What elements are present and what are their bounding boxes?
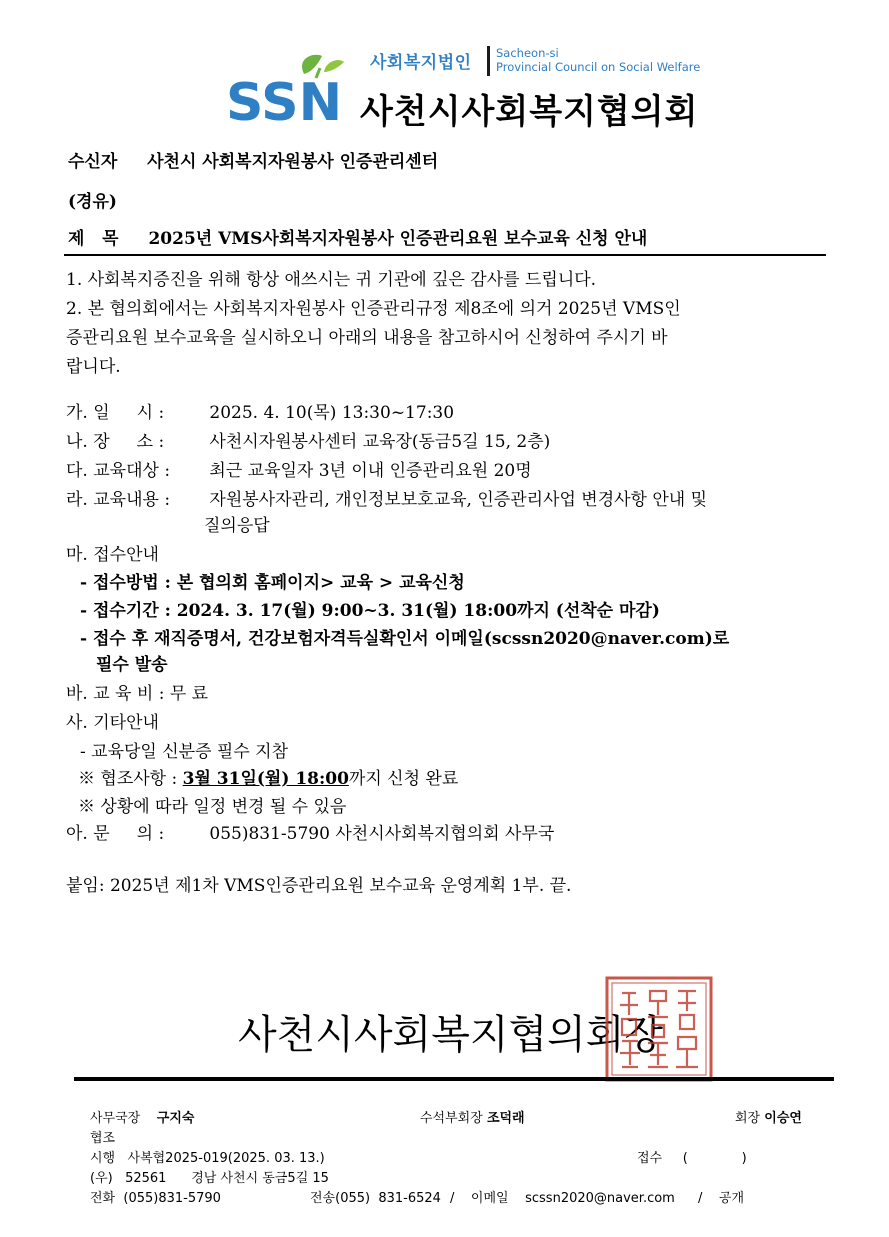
attachment: 붙임: 2025년 제1차 VMS인증관리요원 보수교육 운영계획 1부. 끝. (66, 876, 572, 896)
approver-2-name: 조덕래 (486, 1111, 525, 1126)
paragraph-2-line1: 2. 본 협의회에서는 사회복지자원봉사 인증관리규정 제8조에 의거 2025년 VMS인 (66, 299, 681, 319)
footer-doc-number: 시행 사복협2025-019(2025. 03. 13.) (90, 1151, 325, 1166)
item-date (66, 401, 454, 425)
item-content-value-1: 자원봉사자관리, 개인정보보호교육, 인증관리사업 변경사항 안내 및 (209, 490, 708, 510)
item-etc-label: 사. 기타안내 (66, 713, 159, 733)
org-en-line2: Provincial Council on Social Welfare (496, 60, 701, 74)
via: (경유) (68, 192, 117, 212)
registration-docs-line2: 필수 발송 (96, 655, 168, 675)
approver-1-name: 구지숙 (156, 1111, 195, 1126)
footer-email[interactable]: / 이메일 scssn2020@naver.com (450, 1191, 675, 1206)
recipient-row (68, 147, 438, 172)
org-divider (487, 46, 490, 76)
org-type: 사회복지법인 (370, 53, 472, 73)
approver-1-label: 사무국장 (90, 1111, 141, 1126)
registration-method: - 접수방법 : 본 협의회 홈페이지> 교육 > 교육신청 (80, 573, 465, 593)
footer-rule (74, 1077, 834, 1081)
etc-id-card: - 교육당일 신분증 필수 지참 (80, 742, 289, 762)
header-rule (64, 254, 826, 256)
footer-cooperation: 협조 (90, 1131, 116, 1146)
ssn-logo (226, 50, 346, 126)
org-english-name (496, 46, 700, 74)
item-content (66, 488, 707, 512)
item-inquiry-value: 055)831-5790 사천시사회복지협의회 사무국 (209, 824, 555, 844)
item-place-value: 사천시자원봉사센터 교육장(동금5길 15, 2층) (209, 432, 551, 452)
footer-received: 접수 ( ) (637, 1151, 747, 1166)
subject-label: 제 목 (68, 229, 119, 249)
subject: 2025년 VMS사회복지자원봉사 인증관리요원 보수교육 신청 안내 (148, 229, 648, 249)
approver-3-label: 회장 (735, 1111, 761, 1126)
paragraph-1: 1. 사회복지증진을 위해 항상 애쓰시는 귀 기관에 깊은 감사를 드립니다. (66, 270, 597, 290)
item-content-label: 라. 교육내용 : (66, 490, 171, 510)
logo-text: SSN (226, 73, 343, 126)
subject-row (68, 224, 647, 249)
etc-schedule-change: ※ 상황에 따라 일정 변경 될 수 있음 (78, 797, 347, 817)
item-date-value: 2025. 4. 10(목) 13:30~17:30 (209, 403, 455, 423)
item-target (66, 459, 532, 483)
footer-approver-3 (735, 1107, 802, 1126)
registration-period: - 접수기간 : 2024. 3. 17(월) 9:00~3. 31(월) 18:00까지 (선착순 마감) (80, 601, 660, 621)
recipient: 사천시 사회복지자원봉사 인증관리센터 (147, 152, 439, 172)
etc-cooperation-prefix: ※ 협조사항 : (78, 769, 178, 789)
item-date-label: 가. 일 시 : (66, 403, 165, 423)
item-target-value: 최근 교육일자 3년 이내 인증관리요원 20명 (209, 461, 532, 481)
registration-docs-line1: - 접수 후 재직증명서, 건강보험자격득실확인서 이메일(scssn2020@naver.com)로 (80, 629, 730, 649)
footer-public: / 공개 (698, 1191, 745, 1206)
paragraph-2-line3: 랍니다. (66, 357, 121, 377)
item-registration-label: 마. 접수안내 (66, 545, 159, 565)
org-name: 사천시사회복지협의회 (360, 92, 699, 132)
item-inquiry (66, 822, 554, 846)
paragraph-2-line2: 증관리요원 보수교육을 실시하오니 아래의 내용을 참고하시어 신청하여 주시기 바 (66, 328, 668, 348)
issuer-signature: 사천시사회복지협의회장 (238, 1012, 664, 1058)
item-content-value-2: 질의응답 (204, 516, 270, 536)
recipient-label: 수신자 (68, 152, 118, 172)
footer-phone: 전화 (055)831-5790 (90, 1191, 221, 1206)
etc-cooperation (78, 767, 458, 791)
org-en-line1: Sacheon-si (496, 46, 559, 60)
footer-postal-address: (우) 52561 경남 사천시 동금5길 15 (90, 1171, 329, 1186)
approver-3-name: 이승연 (764, 1111, 802, 1126)
official-seal (604, 975, 714, 1083)
item-inquiry-label: 아. 문 의 : (66, 824, 165, 844)
footer-approver-1 (90, 1107, 194, 1126)
etc-cooperation-suffix: 까지 신청 완료 (348, 769, 459, 789)
item-place (66, 430, 550, 454)
item-place-label: 나. 장 소 : (66, 432, 165, 452)
footer-approver-2 (420, 1107, 525, 1126)
item-fee: 바. 교 육 비 : 무 료 (66, 684, 209, 704)
footer-fax: 전송(055) 831-6524 (310, 1191, 441, 1206)
item-target-label: 다. 교육대상 : (66, 461, 171, 481)
etc-cooperation-deadline: 3월 31일(월) 18:00 (182, 769, 349, 789)
approver-2-label: 수석부회장 (420, 1111, 483, 1126)
